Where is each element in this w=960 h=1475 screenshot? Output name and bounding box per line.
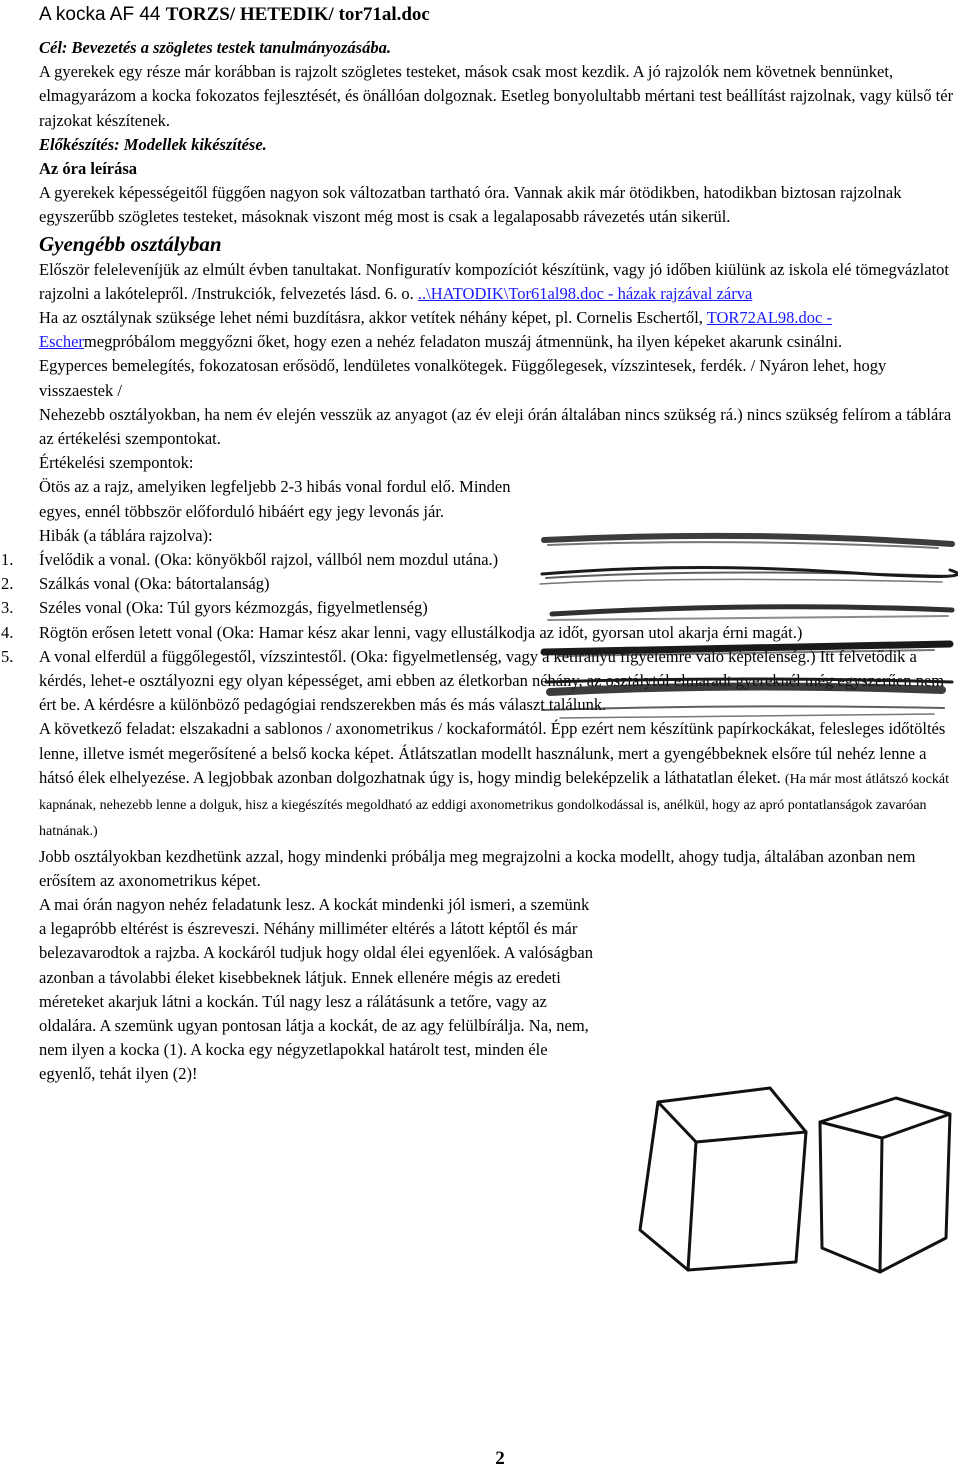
paragraph-next-task-text: A következő feladat: elszakadni a sablonos / axonometrikus / kockaformától. Épp ezért nem készítünk papírkockákat, felesleges időtöltés lenne, illetve ismét megerősítené a belső kocka képet. Átlátszatlan modellt használunk, mert a gyengébbeknek elsőre túl nehéz lenne a hátsó élek elhelyezése. A legjobbak azonban dolgozhatnak úgy is, hogy mindig beleképzelik a láthatatlan éleket. [39, 719, 946, 787]
goal-line: Cél: Bevezetés a szögletes testek tanulmányozásába. [39, 38, 391, 57]
title-prefix: A kocka AF 44 [39, 4, 166, 25]
error-text: Rögtön erősen letett vonal (Oka: Hamar kész akar lenni, vagy ellustálkodja az időt, gyorsan utol akarja érni magát.) [39, 622, 803, 642]
document-title [39, 4, 430, 26]
error-number: 3. [1, 598, 14, 618]
paragraph-warmup: Egyperces bemelegítés, fokozatosan erősödő, lendületes vonalkötegek. Függőlegesek, vízszintesek, ferdék. / Nyáron lehet, hogy visszaestek / [39, 356, 887, 400]
preparation-line: Előkészítés: Modellek kikészítése. [39, 134, 267, 154]
errors-label: Hibák (a táblára rajzolva): [39, 525, 213, 545]
paragraph-next-task [39, 717, 955, 844]
escher-link[interactable]: TOR72AL98.doc - Escher [39, 308, 832, 352]
error-item [1, 548, 517, 572]
hatodik-link[interactable]: ..\HATODIK\Tor61al98.doc - házak rajzával zárva [417, 283, 753, 303]
pencil-strokes-illustration [538, 532, 958, 732]
paragraph-lesson: A gyerekek képességeitől függően nagyon sok változatban tartható óra. Vannak akik már ötödikben, hatodikban biztosan rajzolnak egyszerűbb szögletes testeket, másoknak viszont még most is csak a legalaposabb rávezetés után sikerül. [39, 183, 902, 227]
page-number: 2 [495, 1448, 505, 1469]
paragraph-better-classes: Jobb osztályokban kezdhetünk azzal, hogy mindenki próbálja meg megrajzolni a kocka modellt, ahogy tudja, általában azonban nem erősítem az axonometrikus képet. [39, 846, 916, 890]
paragraph-todays-task: A mai órán nagyon nehéz feladatunk lesz. A kockát mindenki jól ismeri, a szemünk a legapróbb eltérést is észreveszi. Néhány milliméter eltérés a látott képtől és már belezavarodtok a rajzba. A kockáról tudjuk hogy oldal élei egyenlőek. A valóságban azonban a távolabbi éleket kisebbeknek látjuk. Ennek ellenére mégis az eredeti méreteket akarjuk látni a kockán. Túl nagy lesz a rálátásunk a tetőre, vagy az oldalára. A szemünk ugyan pontosan látja a kockát, de az agy felülbírálja. Na, nem, nem ilyen a kocka (1). A kocka egy négyzetlapokkal határolt test, minden éle egyenlő, tehát ilyen (2)! [39, 894, 593, 1084]
criteria-text: Ötös az a rajz, amelyiken legfeljebb 2-3 hibás vonal fordul elő. Minden egyes, ennél többször előforduló hibáért egy jegy levonás jár. [39, 477, 511, 521]
error-text: Ívelődik a vonal. (Oka: könyökből rajzol, vállból nem mozdul utána.) [39, 550, 499, 570]
error-text: A vonal elferdül a függőlegestől, vízszintestől. (Oka: figyelmetlenség, vagy a kétirányú figyelemre való képtelenség.) Itt felvetődik a kérdés, lehet-e osztályozni egy olyan képességet, ami ebben az életkorban néhány, az osztálytól elmaradt gyereknél még egyszerűen nem ért be. A kérdésre a különböző pedagógiai rendszerekben más és más választ találunk. [39, 646, 945, 715]
paragraph-escher-text: Ha az osztálynak szüksége lehet némi buzdításra, akkor vetítek néhány képet, pl. Cornelis Eschertől, [39, 308, 707, 328]
error-number: 5. [1, 646, 14, 666]
error-text: Szálkás vonal (Oka: bátortalanság) [39, 574, 270, 594]
title-bold: TORZS/ HETEDIK/ tor71al.doc [165, 4, 430, 25]
lesson-heading: Az óra leírása [39, 159, 138, 179]
paragraph-next-task-note: (Ha már most átlátszó kockát kapnának, nehezebb lenne a dolguk, hisz a kiegészítés megoldható az eddigi axonometrikus gondolkodással is, anélkül, hogy az apró pontatlanságok zavaróan hatnának.) [39, 771, 949, 840]
error-number: 4. [1, 622, 14, 642]
paragraph-harder: Nehezebb osztályokban, ha nem év elején vesszük az anyagot (az év eleji órán általában nincs szükség rá.) nincs szükség felírom a táblára az értékelési szempontokat. [39, 404, 952, 449]
error-text: Széles vonal (Oka: Túl gyors kézmozgás, figyelmetlenség) [39, 598, 428, 618]
criteria-label: Értékelési szempontok: [39, 453, 194, 473]
error-number: 1. [1, 550, 14, 570]
paragraph-escher [39, 306, 955, 354]
two-sketched-cubes-illustration [600, 1080, 960, 1280]
paragraph-escher-text-2: megpróbálom meggyőzni őket, hogy ezen a nehéz feladaton muszáj átmennünk, ha ilyen képeket akarunk csinálni. [83, 332, 843, 352]
weaker-class-heading: Gyengébb osztályban [39, 231, 222, 256]
paragraph-weaker [39, 258, 955, 306]
paragraph-intro: A gyerekek egy része már korábban is rajzolt szögletes testeket, mások csak most kezdik. A jó rajzolók nem követnek bennünket, elmagyarázom a kocka fokozatos fejlesztését, és önállóan dolgoznak. Esetleg bonyolultabb mértani test beállítást rajzolnak, vagy külső tér rajzokat készítenek. [39, 62, 954, 130]
error-number: 2. [1, 574, 14, 594]
paragraph-weaker-text: Először feleleveníjük az elmúlt évben tanultakat. Nonfiguratív kompozíciót készítünk, vagy jó időben kiülünk az iskola elé tömegvázlatot rajzolni a lakótelepről. /Instrukciók, felvezetés lásd. 6. o. [39, 259, 949, 303]
